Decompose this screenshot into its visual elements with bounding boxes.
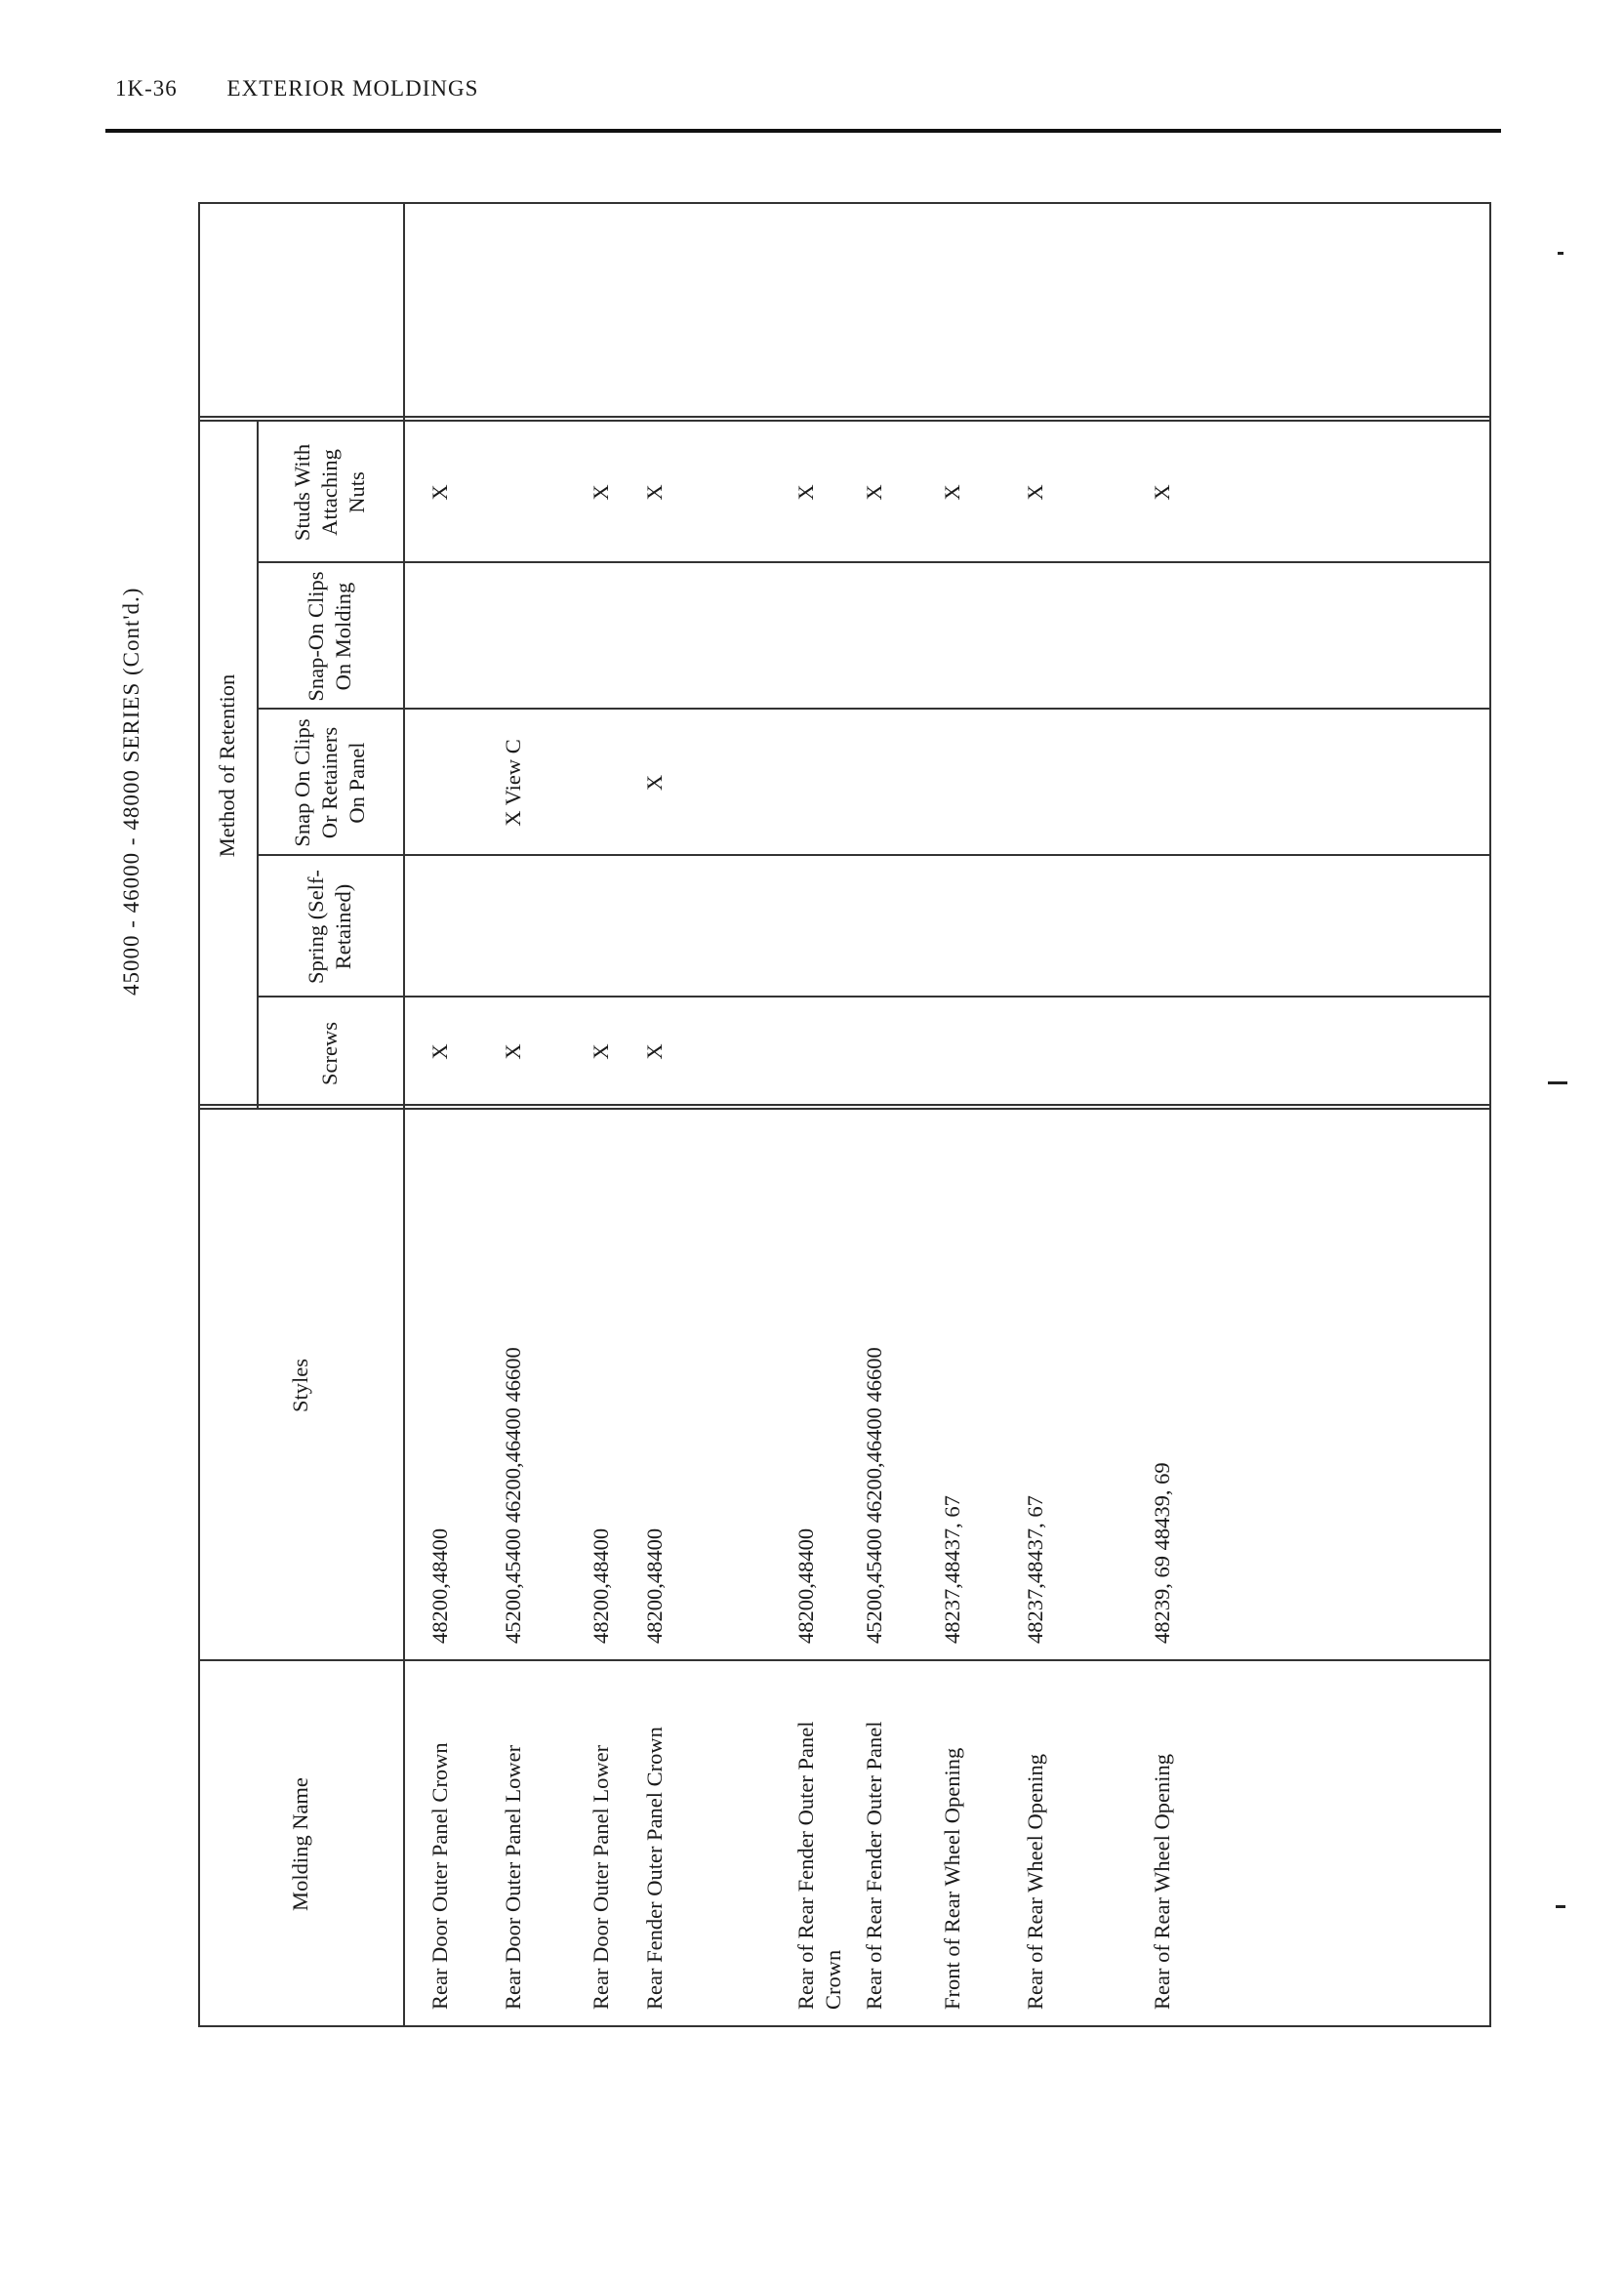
table-row: [847, 202, 925, 2027]
spring-cell: [413, 856, 486, 998]
table-row: [1008, 202, 1135, 2027]
screws-cell: [1135, 998, 1291, 1106]
spring-cell: [925, 856, 1008, 998]
styles-cell: 48200,48400: [427, 1527, 452, 1644]
retention-table: [198, 202, 1491, 2027]
molding-name-cell: Rear Door Outer Panel Crown: [427, 1742, 452, 2010]
screws-cell: [1008, 998, 1135, 1106]
screws-cell: X: [501, 1043, 525, 1060]
table-row: [1135, 202, 1291, 2027]
snap-on-panel-cell: X: [642, 774, 667, 792]
header-styles: Styles: [288, 1359, 312, 1413]
spring-cell: [574, 856, 628, 998]
snap-on-molding-cell: [779, 563, 847, 710]
studs-cell: X: [1150, 484, 1174, 501]
header-molding-name: Molding Name: [288, 1777, 312, 1911]
snap-on-molding-cell: [413, 563, 486, 710]
page-number: 1K-36: [115, 76, 178, 101]
page-header: [115, 76, 478, 102]
snap-on-panel-cell: [413, 710, 486, 856]
table-row: [779, 202, 847, 2027]
snap-on-panel-cell: X View C: [501, 739, 525, 827]
header-bottom-rule: [403, 202, 405, 2027]
header-rule: [105, 129, 1501, 133]
snap-on-molding-cell: [847, 563, 925, 710]
table-row: [925, 202, 1008, 2027]
margin-tick-mark: [1548, 1081, 1567, 1084]
snap-on-molding-cell: [628, 563, 779, 710]
studs-cell: X: [1023, 484, 1047, 501]
molding-name-cell: Rear of Rear Wheel Opening: [1023, 1754, 1047, 2010]
molding-name-cell: Rear Door Outer Panel Lower: [501, 1744, 525, 2010]
snap-on-molding-cell: [925, 563, 1008, 710]
studs-cell: X: [940, 484, 964, 501]
studs-cell: X: [862, 484, 886, 501]
studs-cell: [486, 422, 574, 563]
table-row: [413, 202, 486, 2027]
screws-cell: [925, 998, 1008, 1106]
snap-on-panel-cell: [1008, 710, 1135, 856]
studs-cell: X: [427, 484, 452, 501]
snap-on-panel-cell: [1135, 710, 1291, 856]
molding-name-cell: Rear of Rear Wheel Opening: [1150, 1754, 1174, 2010]
screws-cell: X: [589, 1043, 613, 1060]
snap-on-panel-cell: [847, 710, 925, 856]
molding-name-cell: Rear of Rear Fender Outer Panel: [862, 1721, 886, 2010]
margin-tick-mark: [1558, 252, 1563, 255]
spring-cell: [1135, 856, 1291, 998]
styles-cell: 48239, 69 48439, 69: [1150, 1462, 1174, 1644]
studs-cell: X: [589, 484, 613, 501]
spring-cell: [628, 856, 779, 998]
screws-cell: [847, 998, 925, 1106]
table-row: [574, 202, 628, 2027]
styles-cell: 48237,48437, 67: [940, 1495, 964, 1644]
spring-cell: [1008, 856, 1135, 998]
molding-name-cell: Rear Door Outer Panel Lower: [589, 1744, 613, 2010]
snap-on-molding-cell: [1135, 563, 1291, 710]
section-title: EXTERIOR MOLDINGS: [226, 76, 479, 101]
header-screws: Screws: [317, 1022, 342, 1085]
snap-on-molding-cell: [574, 563, 628, 710]
screws-cell: X: [427, 1043, 452, 1060]
molding-name-cell: Rear of Rear Fender Outer Panel Crown: [793, 1721, 845, 2010]
studs-cell: X: [793, 484, 818, 501]
header-method-of-retention: Method of Retention: [215, 673, 239, 858]
molding-name-cell: Front of Rear Wheel Opening: [940, 1747, 964, 2010]
header-spring: Spring (Self- Retained): [304, 870, 355, 984]
screws-cell: X: [642, 1043, 667, 1060]
spring-cell: [847, 856, 925, 998]
margin-tick-mark: [1556, 1905, 1565, 1908]
molding-name-cell: Rear Fender Outer Panel Crown: [642, 1727, 667, 2010]
styles-cell: 48200,48400: [793, 1527, 818, 1644]
header-snap-on-molding: Snap-On Clips On Molding: [304, 571, 355, 702]
snap-on-molding-cell: [1008, 563, 1135, 710]
method-group-rule: [257, 422, 259, 1110]
header-snap-on-panel: Snap On Clips Or Retainers On Panel: [290, 718, 369, 847]
screws-cell: [779, 998, 847, 1106]
spring-cell: [486, 856, 574, 998]
header-studs: Studs With Attaching Nuts: [290, 443, 369, 542]
snap-on-molding-cell: [486, 563, 574, 710]
series-caption: 45000 - 46000 - 48000 SERIES (Cont'd.): [119, 587, 143, 996]
studs-cell: X: [642, 484, 667, 501]
snap-on-panel-cell: [779, 710, 847, 856]
snap-on-panel-cell: [925, 710, 1008, 856]
snap-on-panel-cell: [574, 710, 628, 856]
styles-cell: 48200,48400: [589, 1527, 613, 1644]
styles-cell: 45200,45400 46200,46400 46600: [862, 1347, 886, 1644]
styles-cell: 45200,45400 46200,46400 46600: [501, 1347, 525, 1644]
table-row: [628, 202, 779, 2027]
table-row: [486, 202, 574, 2027]
styles-cell: 48237,48437, 67: [1023, 1495, 1047, 1644]
styles-cell: 48200,48400: [642, 1527, 667, 1644]
spring-cell: [779, 856, 847, 998]
